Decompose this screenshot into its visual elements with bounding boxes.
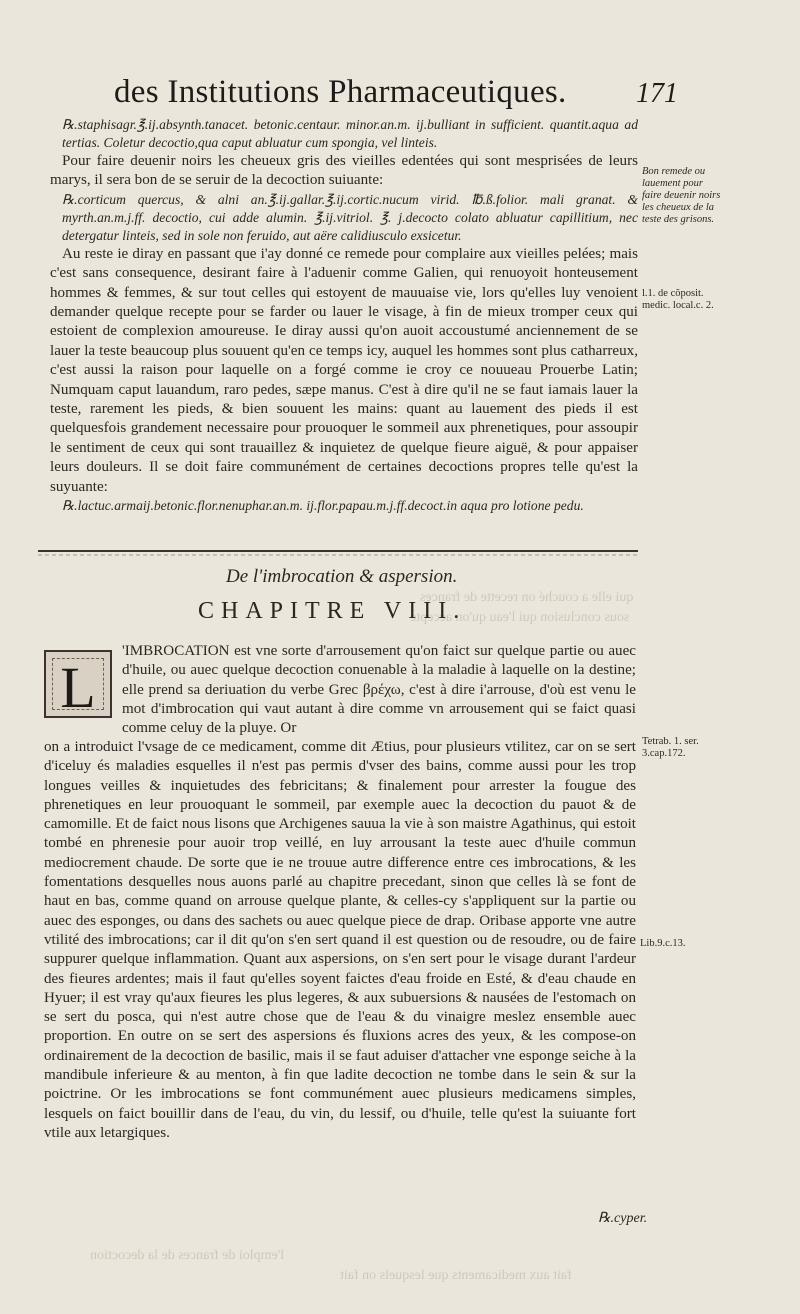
recipe-hair-dye: ℞.corticum quercus, & alni an.℥.ij.gallar.℥.ij.cortic.nucum virid. ℔.ß.folior. mali granat. & myrth.an.m.j.ff. decoctio, cui adde alumin. ℥.ij.vitriol. ℥. j.decocto colato abluatur capillitium, nec detergatur linteis, sed in sole non feruido, aut aëre calidiusculo exsicetur.	[62, 191, 638, 243]
recipe-foot-wash: ℞.lactuc.armaij.betonic.flor.nenuphar.an.m. ij.flor.papau.m.j.ff.decoct.in aqua pro lotione pedu.	[62, 498, 584, 514]
margin-note: Tetrab. 1. ser. 3.cap.172.	[642, 736, 699, 759]
margin-note: l.1. de cõposit. medic. local.c. 2.	[642, 288, 714, 311]
divider-rule	[38, 546, 638, 560]
page-number: 171	[636, 78, 678, 109]
chapter-body-text: on a introduict l'vsage de ce medicament, comme dit Ætius, pour plusieurs vtilitez, car on se sert d'iceluy és maladies esquelles il n'est pas permis d'vser des bains, comme aussi pour les trop longues veilles & inquietudes des febricitans; & finalement pour arrester la fougue des phrenetiques en leur prouoquant le sommeil, par exemple auec la decoction du pauot & de camomille. Et de faict nous lisons que Archigenes sauua la vie à son maistre Agathinus, qui estoit tombé en phrenesie pour auoir trop veillé, en luy arrousant la teste auec d'huile commun mediocrement chaude. De sorte que ie ne trouue autre difference entre ces imbrocations, & les fomentations desquelles nous auons parlé au chapitre precedant, sinon que celles là se font de haut en bas, comme quand on arrouse quelque plante, & celles-cy s'appliquent sur la partie ou auec des esponges, ou dans des sachets ou auec quelque piece de drap. Oribase apporte vne autre vtilité des imbrocations; car il dit qu'on s'en sert quand il est question ou de resoudre, ou de faire suppurer quelque inflammation. Quant aux aspersions, on s'en sert pour le visage durant l'ardeur des fieures ardentes; mais il faut qu'elles soyent faictes d'eau froide en Esté, & d'eau chaude en Hyuer; il est vray qu'aux fieures les plus legeres, & aux subuersions & nausées de l'estomach on se sert du posca, qui n'est autre chose que de l'eau & du vinaigre meslez ensemble auec proportion. En outre on se sert des aspersions és fluxions acres des yeux, & les compose-on ordinairement de la decoction de basilic, mais il se faut aduiser d'attacher vne esponge seiche à la mandibule inferieure & au menton, à fin que ladite decoction ne tombe dans le sein & sur la poictrine. Or les imbrocations se font communément auec plusieurs medicamens simples, lesquels on faict bouillir dans de l'eau, du vin, du lessif, ou d'huile, telle qu'est la suiuante fort vtile aux letargiques.	[44, 739, 636, 1141]
running-title: des Institutions Pharmaceutiques.	[114, 74, 567, 110]
upper-text-block	[50, 116, 638, 515]
chapter-opening-text	[122, 642, 636, 738]
initial-letter: L	[60, 655, 96, 720]
bleed-through-text: fait aux medicaments que lesquels on fait	[340, 1268, 572, 1283]
running-head	[108, 72, 678, 118]
chapter-title: CHAPITRE VIII.	[198, 598, 467, 624]
decorated-initial	[44, 650, 112, 718]
bleed-through-text: l'emploi de frances de la decoction	[90, 1248, 285, 1263]
paragraph-hair-dye: Pour faire deuenir noirs les cheueux gris des vieilles edentées qui sont mesprisées de leurs marys, il sera bon de se seruir de la decoction suiuante:	[50, 153, 638, 189]
recipe-hair-wash: ℞.staphisagr.℥.ij.absynth.tanacet. betonic.centaur. minor.an.m. ij.bulliant in sufficient. quantit.aqua ad tertias. Coletur decoctio,qua caput abluatur cum spongia, vel linteis.	[62, 117, 638, 150]
bleed-through-text: sous conclusion qui l'eau qu'on accepte	[410, 610, 630, 625]
bleed-through-text: qui elle a couché on recette de frances	[420, 590, 634, 605]
chapter-opening-line: 'IMBROCATION est vne sorte d'arrousement qu'on faict sur quelque partie ou auec d'huile, ou auec quelque decoction conuenable à la maladie à laquelle on la destine; elle prend sa deriuation du verbe Grec βρέχω, c'est à dire i'arrouse, d'où est venu le mot d'imbrocation qui vaut autant à dire comme vn arrousement qui se faict quasi comme celuy de la pluye. Or	[122, 643, 636, 737]
catchword: ℞.cyper.	[598, 1211, 648, 1226]
paragraph-galen: Au reste ie diray en passant que i'ay donné ce remede pour complaire aux vieilles pelées; mais c'est sans consequence, desirant faire à l'aduenir comme Galien, qui renuoyoit honteusement hommes & femmes, & sur tout celles qui estoyent de mauuaise vie, lors qu'elles luy venoient demander quelque recepte pour se farder ou lauer le visage, à fin de mieux tromper ceux qui estoient de complexion amoureuse. Ie diray aussi qu'on auoit accoustumé anciennement de se lauer la teste beaucoup plus souuent qu'en ce temps icy, auquel les hommes sont plus catharreux, c'est aussi la raison pour laquelle on a forgé comme ie croy ce nouueau Prouerbe Latin; Numquam caput lauandum, raro pedes, sæpe manus. C'est à dire qu'il ne se faut iamais lauer la teste, rarement les pieds, & bien souuent les mains: quant au lauement des pieds il est quelquesfois grandement necessaire pour prouoquer le sommeil aux phrenetiques, pour assoupir le sentiment de ceux qui sont trauaillez & inquietez de quelque fieure aiguë, & pour appaiser leurs douleurs. Il se doit faire communément de certaines decoctions propres telle qu'est la suyuante:	[50, 245, 638, 495]
margin-note: Lib.9.c.13.	[640, 938, 686, 949]
section-title: De l'imbrocation & aspersion.	[226, 566, 458, 587]
margin-note: Bon remede ou lauement pour faire deuenir noirs les cheueux de la teste des grisons.	[642, 166, 721, 225]
